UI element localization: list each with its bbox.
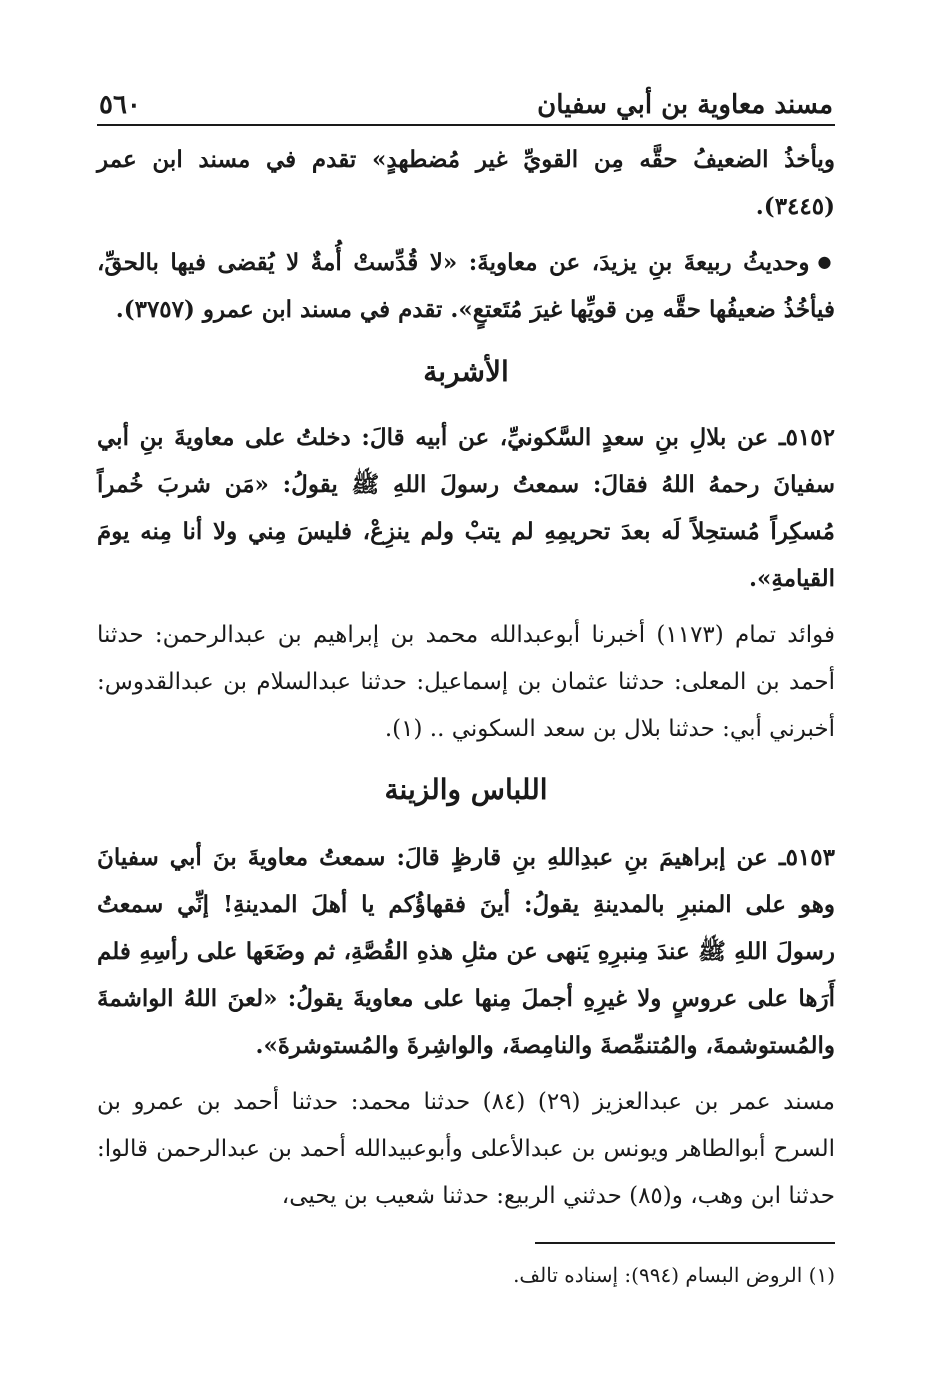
- page-number: ٥٦٠: [99, 90, 141, 120]
- header-title: مسند معاوية بن أبي سفيان: [537, 90, 833, 120]
- section-heading-drinks: الأشربة: [423, 355, 509, 388]
- footnote-separator: [535, 1242, 835, 1244]
- hadith-5153: ٥١٥٣ـ عن إبراهيمَ بنِ عبدِاللهِ بنِ قارظٍ قالَ: سمعتُ معاويةَ بنَ أبي سفيانَ وهو على المنبرِ بالمدينةِ يقولُ: أينَ فقهاؤُكم يا أهلَ المدينةِ! إنِّي سمعتُ رسولَ اللهِ ﷺ عندَ مِنبرِهِ يَنهى عن مثلِ هذهِ القُصَّةِ، ثم وضَعَها على رأسِهِ فلم أَرَها على عروسٍ ولا غيرِهِ أجملَ مِنها على معاويةَ يقولُ: «لعنَ اللهُ الواشمةَ والمُستوشمةَ، والمُتنمِّصةَ والنامِصةَ، والواشِرةَ والمُستوشرةَ».: [97, 844, 835, 1059]
- isnad-5152: فوائد تمام (١١٧٣) أخبرنا أبوعبدالله محمد بن إبراهيم بن عبدالرحمن: حدثنا أحمد بن المعلى: حدثنا عثمان بن إسماعيل: حدثنا عبدالسلام بن عبدالقدوس: أخبرني أبي: حدثنا بلال بن سعد السكوني .. (١).: [97, 622, 835, 742]
- isnad-5153: مسند عمر بن عبدالعزيز (٢٩) (٨٤) حدثنا محمد: حدثنا أحمد بن عمرو بن السرح أبوالطاهر ويونس بن عبدالأعلى وأبوعبيدالله أحمد بن عبدالرحمن قالوا: حدثنا ابن وهب، و(٨٥) حدثني الربيع: حدثنا شعيب بن يحيى،: [97, 1089, 835, 1209]
- paragraph-rabia-hadith: ● وحديثُ ربيعةَ بنِ يزيدَ، عن معاويةَ: «لا قُدِّستْ أُمةٌ لا يُقضى فيها بالحقِّ، فيأخُذُ ضعيفُها حقَّه مِن قويِّها غيرَ مُتَعتعٍ». تقدم في مسند ابن عمرو (٣٧٥٧).: [97, 238, 835, 333]
- paragraph-continuation: ويأخذُ الضعيفُ حقَّه مِن القويِّ غير مُضطهدٍ» تقدم في مسند ابن عمر (٣٤٤٥).: [97, 146, 835, 220]
- section-heading-clothing: اللباس والزينة: [384, 773, 548, 806]
- page: [97, 78, 835, 1310]
- hadith-5152: ٥١٥٢ـ عن بلالِ بنِ سعدٍ السَّكونيِّ، عن أبيه قالَ: دخلتُ على معاويةَ بنِ أبي سفيانَ رحمهُ اللهُ فقالَ: سمعتُ رسولَ اللهِ ﷺ يقولُ: «مَن شربَ خُمراً مُسكِراً مُستحِلاً لَه بعدَ تحريمِهِ لم يتبْ ولم ينزِعْ، فليسَ مِني ولا أنا مِنه يومَ القيامةِ».: [97, 424, 835, 592]
- footnote: (١) الروض البسام (٩٩٤): إسناده تالف.: [513, 1263, 835, 1287]
- running-header: [97, 78, 835, 126]
